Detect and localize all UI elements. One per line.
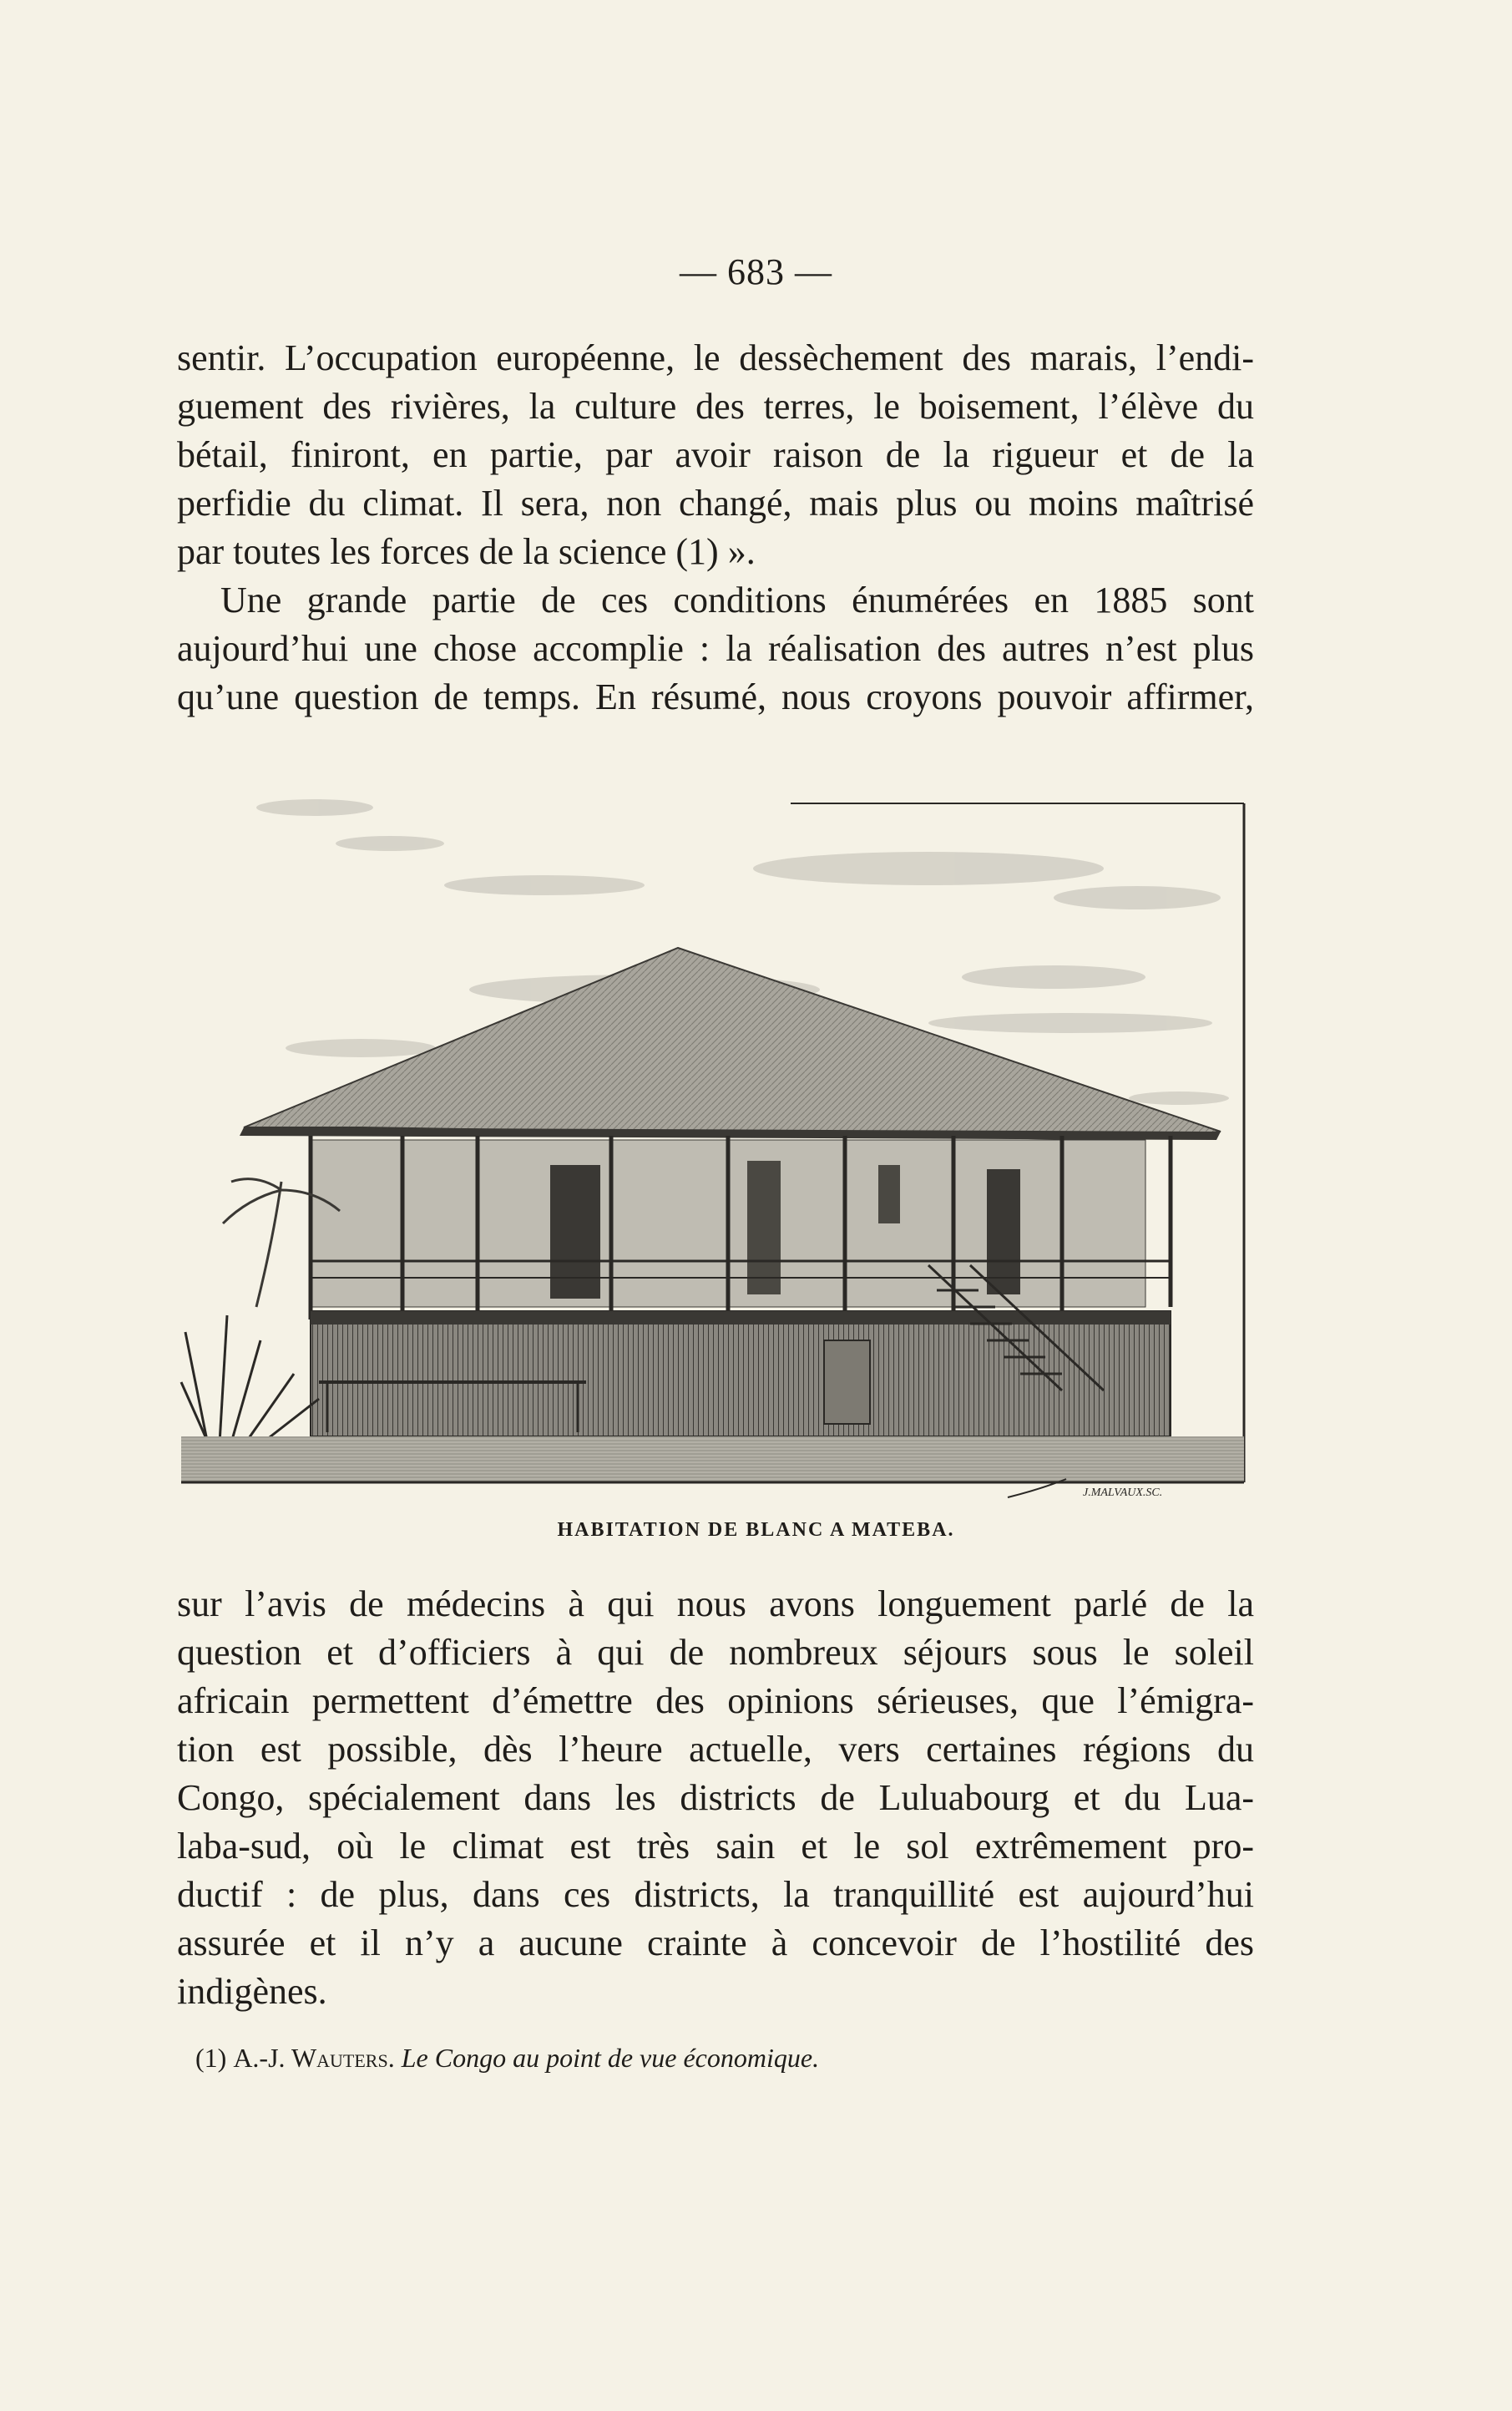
paragraph-top [177,334,1254,722]
text-line: perfidie du climat. Il sera, non changé, mais plus ou moins maîtrisé [177,483,1254,524]
text-line: ductif : de plus, dans ces districts, la tranquillité est aujourd’hui [177,1874,1254,1915]
text-line: assurée et il n’y a aucune crainte à concevoir de l’hostilité des [177,1922,1254,1963]
page-number: — 683 — [680,251,832,292]
text-line: par toutes les forces de la science (1) ». [177,531,756,572]
footnote-title: Le Congo au point de vue économique. [401,2043,820,2073]
text-line: question et d’officiers à qui de nombreux séjours sous le soleil [177,1632,1254,1673]
ground [181,1436,1244,1482]
text-line: bétail, finiront, en partie, par avoir raison de la rigueur et de la [177,434,1254,475]
text-line: sentir. L’occupation européenne, le dessèchement des marais, l’endi- [177,337,1254,378]
footnote-author: A.-J. Wauters. [233,2043,395,2073]
text-line: tion est possible, dès l’heure actuelle, vers certaines régions du [177,1729,1254,1770]
footnote [195,2043,1239,2074]
paragraph-bottom [177,1580,1254,2016]
text-line: Congo, spécialement dans les districts de Luluabourg et du Lua- [177,1777,1254,1818]
text-line: Une grande partie de ces conditions énumérées en 1885 sont [220,580,1254,620]
text-line: africain permettent d’émettre des opinions sérieuses, que l’émigra- [177,1680,1254,1721]
text-line: aujourd’hui une chose accomplie : la réalisation des autres n’est plus [177,628,1254,669]
figure-caption: HABITATION DE BLANC A MATEBA. [557,1519,955,1541]
text-line: qu’une question de temps. En résumé, nous croyons pouvoir affirmer, [177,676,1254,717]
text-line: laba-sud, où le climat est très sain et le sol extrêmement pro- [177,1826,1254,1866]
text-line: guement des rivières, la culture des terres, le boisement, l’élève du [177,386,1254,427]
engraver-signature: J.MALVAUX.SC. [1083,1487,1163,1499]
text-line: sur l’avis de médecins à qui nous avons longuement parlé de la [177,1583,1254,1624]
agave-plant [181,1315,319,1457]
engraving-house-illustration [177,798,1246,1499]
footnote-marker: (1) [195,2043,227,2073]
text-line: indigènes. [177,1971,327,2012]
